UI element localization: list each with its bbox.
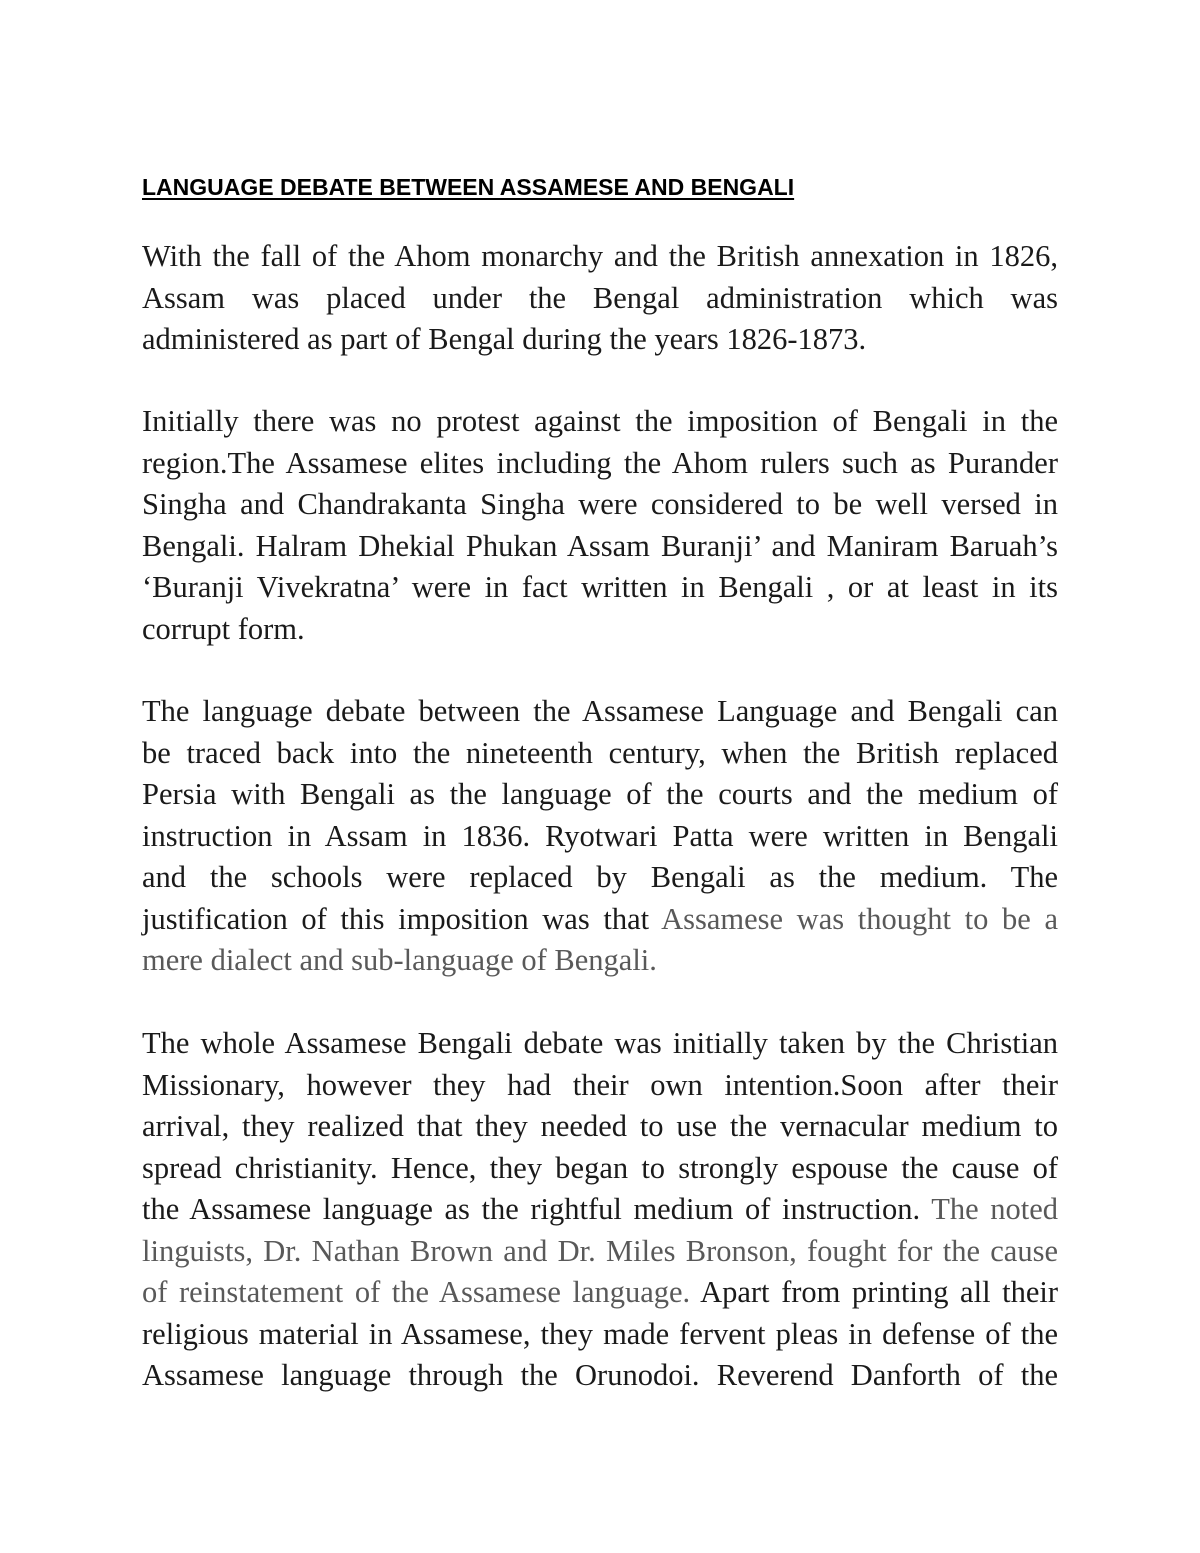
paragraph-line: Bengali. Halram Dhekial Phukan Assam Buranji’ and Maniram Baruah’s: [142, 528, 1058, 563]
paragraph-line: Singha and Chandrakanta Singha were considered to be well versed in: [142, 487, 1058, 521]
paragraph-line: With the fall of the Ahom monarchy and the British annexation in 1826,: [142, 239, 1058, 273]
paragraph-3: [142, 691, 1058, 982]
paragraph-line: region.The Assamese elites including the Ahom rulers such as Purander: [142, 445, 1058, 480]
paragraph-line: Assamese language through the Orunodoi. Reverend Danforth of the: [142, 1358, 1058, 1392]
line-segment-grey: The noted: [931, 1192, 1058, 1226]
line-segment: Apart from printing all their: [700, 1275, 1058, 1309]
paragraph-line: Persia with Bengali as the language of the courts and the medium of: [142, 777, 1058, 811]
paragraph-line: Initially there was no protest against the imposition of Bengali in the: [142, 404, 1058, 438]
paragraph-line: instruction in Assam in 1836. Ryotwari Patta were written in Bengali: [142, 818, 1058, 853]
paragraph-line: The whole Assamese Bengali debate was initially taken by the Christian: [142, 1026, 1058, 1060]
paragraph-line: ‘Buranji Vivekratna’ were in fact written in Bengali , or at least in its: [142, 570, 1058, 604]
line-segment-grey: of reinstatement of the Assamese language.: [142, 1275, 701, 1309]
paragraph-line: linguists, Dr. Nathan Brown and Dr. Miles Bronson, fought for the cause: [142, 1233, 1058, 1268]
paragraph-line: [142, 1272, 1058, 1314]
document-title: LANGUAGE DEBATE BETWEEN ASSAMESE AND BENGALI: [142, 174, 795, 200]
paragraph-line: corrupt form.: [142, 611, 305, 646]
paragraph-line: and the schools were replaced by Bengali as the medium. The: [142, 860, 1058, 894]
paragraph-line: spread christianity. Hence, they began to strongly espouse the cause of: [142, 1150, 1058, 1185]
paragraph-line: be traced back into the nineteenth century, when the British replaced: [142, 735, 1058, 770]
paragraph-line: [142, 899, 1058, 941]
paragraph-4: [142, 1023, 1058, 1397]
paragraph-line: administered as part of Bengal during the years 1826-1873.: [142, 322, 867, 356]
line-segment-grey: Assamese was thought to be a: [661, 901, 1058, 936]
line-segment: the Assamese language as the rightful medium of instruction.: [142, 1192, 932, 1226]
paragraph-line: arrival, they realized that they needed to use the vernacular medium to: [142, 1109, 1058, 1143]
paragraph-line: mere dialect and sub-language of Bengali.: [142, 943, 657, 977]
paragraph-line: Missionary, however they had their own intention.Soon after their: [142, 1067, 1058, 1102]
paragraph-2: [142, 401, 1058, 650]
paragraph-line: religious material in Assamese, they made fervent pleas in defense of the: [142, 1316, 1058, 1351]
paragraph-line: Assam was placed under the Bengal administration which was: [142, 280, 1058, 315]
paragraph-line: [142, 1189, 1058, 1231]
paragraph-line: The language debate between the Assamese Language and Bengali can: [142, 694, 1058, 728]
line-segment: justification of this imposition was that: [142, 901, 662, 936]
paragraph-1: [142, 236, 1058, 361]
